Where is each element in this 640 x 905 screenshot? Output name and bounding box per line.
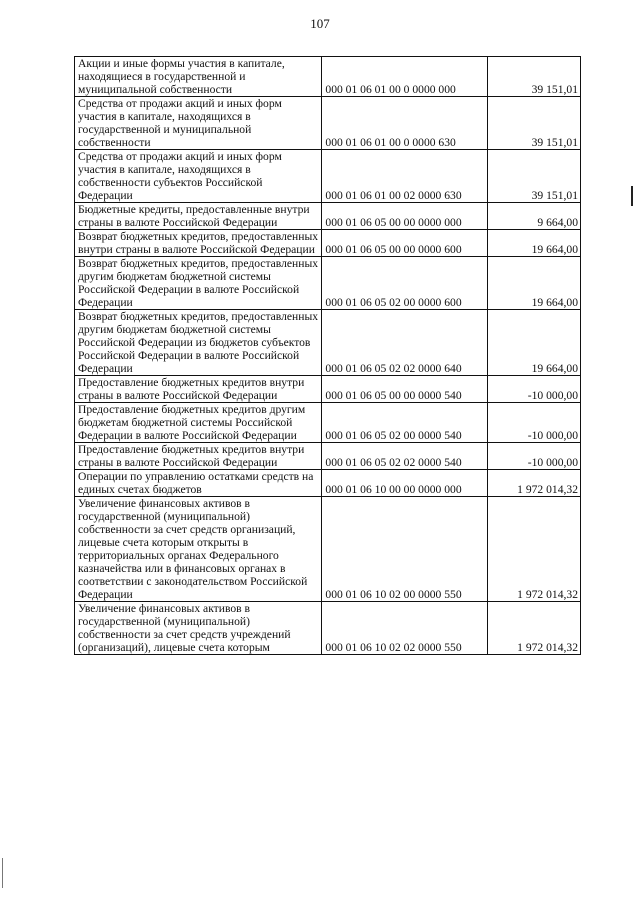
- scan-edge-mark-left: [2, 858, 3, 888]
- row-amount-cell: 1 972 014,32: [488, 602, 581, 655]
- table-row: [75, 203, 581, 230]
- row-name-cell: Возврат бюджетных кредитов, предоставленных внутри страны в валюте Российской Федерации: [75, 230, 322, 257]
- row-amount-cell: 39 151,01: [488, 97, 581, 150]
- table-body: [75, 57, 581, 655]
- row-name-cell: Возврат бюджетных кредитов, предоставленных другим бюджетам бюджетной системы Российской Федерации в валюте Российской Федерации: [75, 257, 322, 310]
- table-row: [75, 443, 581, 470]
- table-row: [75, 57, 581, 97]
- row-code-cell: 000 01 06 10 02 00 0000 550: [322, 497, 488, 602]
- table-row: [75, 403, 581, 443]
- row-amount-cell: 39 151,01: [488, 150, 581, 203]
- row-name-cell: Увеличение финансовых активов в государственной (муниципальной) собственности за счет средств организаций, лицевые счета которым открыты в территориальных органах Федерального казначейства или в финансовых органах в соответствии с законодательством Российской Федерации: [75, 497, 322, 602]
- row-name-cell: Акции и иные формы участия в капитале, находящиеся в государственной и муниципальной собственности: [75, 57, 322, 97]
- row-name-cell: Предоставление бюджетных кредитов другим бюджетам бюджетной системы Российской Федерации в валюте Российской Федерации: [75, 403, 322, 443]
- budget-sources-table: [74, 56, 581, 655]
- table-row: [75, 470, 581, 497]
- row-name-cell: Увеличение финансовых активов в государственной (муниципальной) собственности за счет средств учреждений (организаций), лицевые счета которым: [75, 602, 322, 655]
- row-amount-cell: 19 664,00: [488, 230, 581, 257]
- row-code-cell: 000 01 06 05 00 00 0000 000: [322, 203, 488, 230]
- scan-edge-mark: [631, 186, 633, 206]
- row-name-cell: Операции по управлению остатками средств на единых счетах бюджетов: [75, 470, 322, 497]
- table-row: [75, 497, 581, 602]
- row-code-cell: 000 01 06 05 00 00 0000 600: [322, 230, 488, 257]
- row-amount-cell: 9 664,00: [488, 203, 581, 230]
- table-row: [75, 310, 581, 376]
- row-code-cell: 000 01 06 01 00 02 0000 630: [322, 150, 488, 203]
- row-code-cell: 000 01 06 10 02 02 0000 550: [322, 602, 488, 655]
- table-row: [75, 257, 581, 310]
- row-name-cell: Предоставление бюджетных кредитов внутри страны в валюте Российской Федерации: [75, 443, 322, 470]
- row-amount-cell: -10 000,00: [488, 376, 581, 403]
- row-amount-cell: -10 000,00: [488, 443, 581, 470]
- page-number: 107: [310, 16, 330, 31]
- row-name-cell: Средства от продажи акций и иных форм участия в капитале, находящихся в собственности субъектов Российской Федерации: [75, 150, 322, 203]
- row-amount-cell: -10 000,00: [488, 403, 581, 443]
- row-name-cell: Возврат бюджетных кредитов, предоставленных другим бюджетам бюджетной системы Российской Федерации из бюджетов субъектов Российской Федерации в валюте Российской Федерации: [75, 310, 322, 376]
- table-row: [75, 150, 581, 203]
- row-name-cell: Предоставление бюджетных кредитов внутри страны в валюте Российской Федерации: [75, 376, 322, 403]
- table-row: [75, 602, 581, 655]
- row-code-cell: 000 01 06 05 02 00 0000 600: [322, 257, 488, 310]
- row-amount-cell: 39 151,01: [488, 57, 581, 97]
- row-name-cell: Средства от продажи акций и иных форм участия в капитале, находящихся в государственной и муниципальной собственности: [75, 97, 322, 150]
- row-amount-cell: 19 664,00: [488, 257, 581, 310]
- row-amount-cell: 1 972 014,32: [488, 497, 581, 602]
- row-code-cell: 000 01 06 05 02 02 0000 540: [322, 443, 488, 470]
- table-row: [75, 230, 581, 257]
- table-row: [75, 97, 581, 150]
- row-amount-cell: 19 664,00: [488, 310, 581, 376]
- row-amount-cell: 1 972 014,32: [488, 470, 581, 497]
- row-name-cell: Бюджетные кредиты, предоставленные внутри страны в валюте Российской Федерации: [75, 203, 322, 230]
- row-code-cell: 000 01 06 01 00 0 0000 000: [322, 57, 488, 97]
- row-code-cell: 000 01 06 01 00 0 0000 630: [322, 97, 488, 150]
- row-code-cell: 000 01 06 05 02 02 0000 640: [322, 310, 488, 376]
- row-code-cell: 000 01 06 05 00 00 0000 540: [322, 376, 488, 403]
- row-code-cell: 000 01 06 10 00 00 0000 000: [322, 470, 488, 497]
- table-row: [75, 376, 581, 403]
- row-code-cell: 000 01 06 05 02 00 0000 540: [322, 403, 488, 443]
